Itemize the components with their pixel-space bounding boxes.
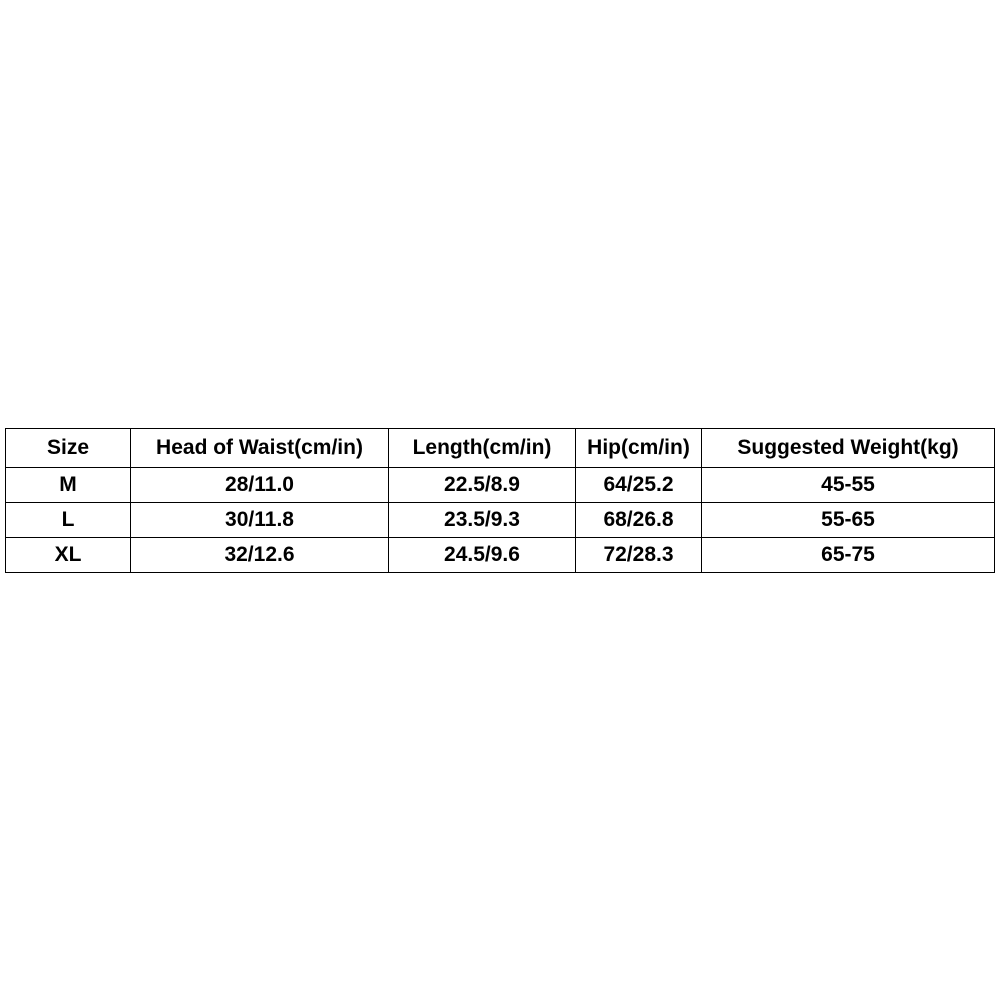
table-row [6, 538, 995, 573]
cell-length: 23.5/9.3 [389, 503, 576, 538]
cell-size: M [6, 468, 131, 503]
table-row [6, 468, 995, 503]
cell-size: XL [6, 538, 131, 573]
cell-hip: 72/28.3 [576, 538, 702, 573]
cell-head-of-waist: 30/11.8 [131, 503, 389, 538]
header-size: Size [6, 429, 131, 468]
cell-length: 24.5/9.6 [389, 538, 576, 573]
cell-hip: 68/26.8 [576, 503, 702, 538]
cell-suggested-weight: 45-55 [702, 468, 995, 503]
size-chart-table [5, 428, 995, 573]
cell-suggested-weight: 65-75 [702, 538, 995, 573]
cell-length: 22.5/8.9 [389, 468, 576, 503]
cell-head-of-waist: 28/11.0 [131, 468, 389, 503]
table-header-row [6, 429, 995, 468]
cell-hip: 64/25.2 [576, 468, 702, 503]
cell-size: L [6, 503, 131, 538]
header-length: Length(cm/in) [389, 429, 576, 468]
table-row [6, 503, 995, 538]
cell-head-of-waist: 32/12.6 [131, 538, 389, 573]
header-head-of-waist: Head of Waist(cm/in) [131, 429, 389, 468]
header-hip: Hip(cm/in) [576, 429, 702, 468]
cell-suggested-weight: 55-65 [702, 503, 995, 538]
header-suggested-weight: Suggested Weight(kg) [702, 429, 995, 468]
